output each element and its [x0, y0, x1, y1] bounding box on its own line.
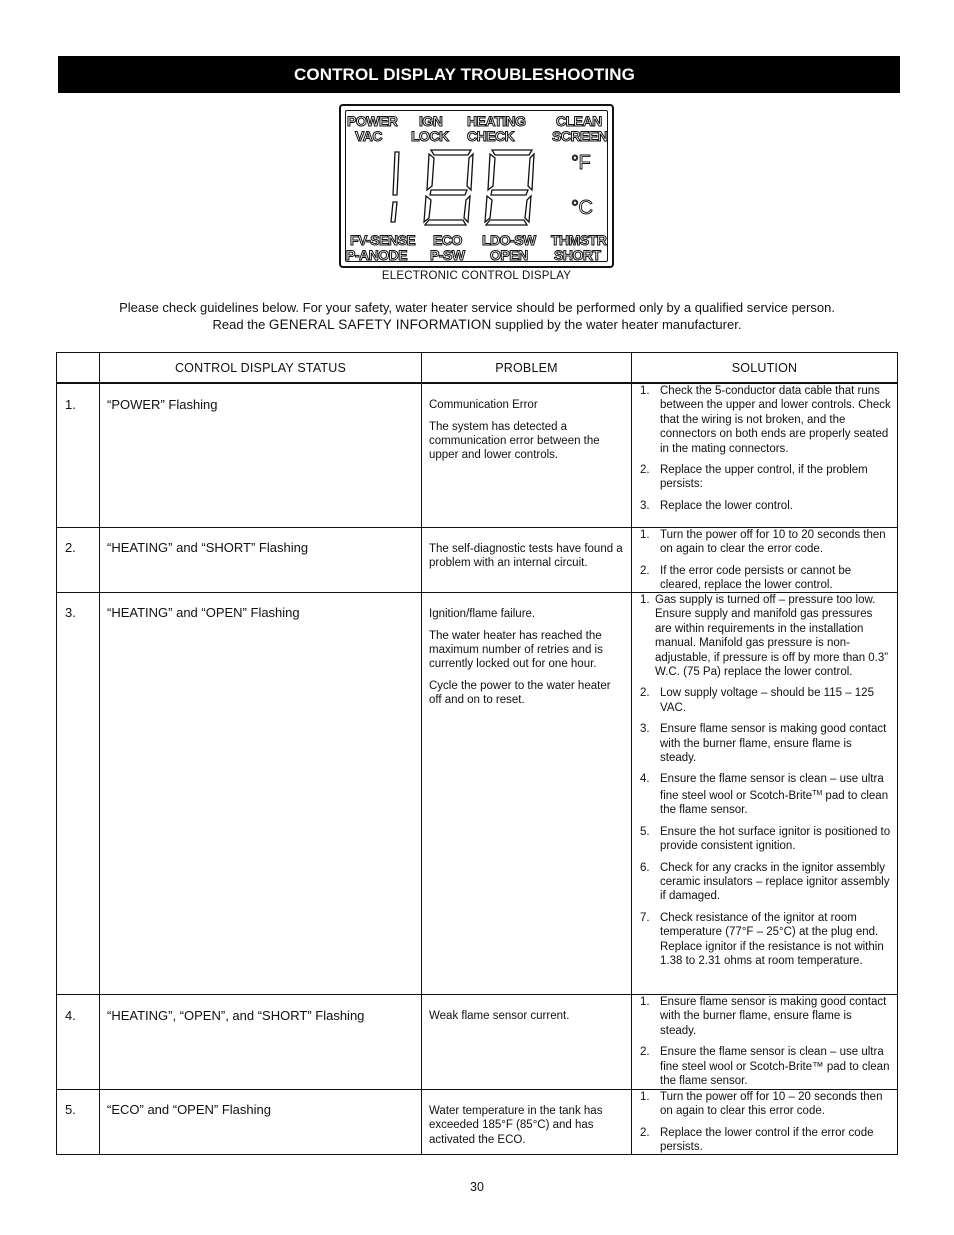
row-number: 4. [65, 1008, 76, 1023]
solution-step: 1. Gas supply is turned off – pressure too low. Ensure supply and manifold gas pressures are within requirements in the installation manual. Manifold gas pressure is non-adjustable, if pressure is off by more than 0.3” W.C. (75 Pa) replace the lower control. [640, 594, 889, 679]
solution-step: 4. Ensure the flame sensor is clean – use ultra fine steel wool or Scotch-Brite™ pad to clean the flame sensor. [640, 773, 889, 817]
column-divider [421, 353, 422, 1154]
lcd-label-clean: CLEAN [556, 113, 602, 129]
intro-line-2: Read the GENERAL SAFETY INFORMATION supplied by the water heater manufacturer. [212, 317, 742, 332]
solution-step: 2. Ensure the flame sensor is clean – use ultra fine steel wool or Scotch-Brite™ pad to clean the flame sensor. [640, 1046, 890, 1088]
page-number: 30 [470, 1180, 484, 1194]
solution-step: 7. Check resistance of the ignitor at room temperature (77°F – 25°C) at the plug end. Replace ignitor if the resistance is not within 1.38 to 2.31 ohms at room temperature. [640, 911, 884, 967]
row-number: 1. [65, 397, 76, 412]
row-problem: The self-diagnostic tests have found a problem with an internal circuit. [429, 543, 623, 570]
row-problem: Ignition/flame failure. The water heater has reached the maximum number of retries and is currently locked out for one hour. Cycle the power to the water heater off and on to reset. [429, 608, 611, 707]
lcd-label-screen: SCREEN [552, 128, 608, 144]
lcd-label-thmstr: THMSTR [551, 232, 607, 248]
lcd-label-fv-sense: FV-SENSE [350, 232, 416, 248]
lcd-label-short: SHORT [554, 247, 601, 263]
lcd-label-check: CHECK [467, 128, 515, 144]
intro-line-1: Please check guidelines below. For your safety, water heater service should be performed only by a qualified service person. [119, 300, 835, 315]
row-problem: Communication Error The system has detected a communication error between the upper and lower controls. [429, 399, 600, 462]
row-status: “ECO” and “OPEN” Flashing [107, 1102, 271, 1117]
row-number: 3. [65, 605, 76, 620]
solution-step: 3. Replace the lower control. [640, 499, 793, 512]
solution-step: 2. Replace the upper control, if the problem persists: [640, 464, 868, 491]
lcd-label-p-sw: P-SW [430, 247, 465, 263]
row-status: “HEATING” and “SHORT” Flashing [107, 540, 309, 555]
column-divider [631, 353, 632, 1154]
solution-step: 1. Turn the power off for 10 – 20 seconds then on again to clear this error code. [640, 1091, 883, 1118]
lcd-label-power: POWER [347, 113, 398, 129]
row-status: “POWER” Flashing [107, 397, 218, 412]
solution-step: 1. Ensure flame sensor is making good contact with the burner flame, ensure flame is steady. [640, 996, 887, 1037]
row-status: “HEATING” and “OPEN” Flashing [107, 605, 300, 620]
row-solution [639, 995, 891, 1095]
row-solution [639, 1090, 891, 1162]
row-status: “HEATING”, “OPEN”, and “SHORT” Flashing [107, 1008, 365, 1023]
lcd-label-ign: IGN [419, 113, 443, 129]
lcd-label-ldo-sw: LDO-SW [482, 232, 536, 248]
row-number: 5. [65, 1102, 76, 1117]
row-solution [639, 528, 891, 600]
solution-step: 2. If the error code persists or cannot be cleared, replace the lower control. [640, 564, 852, 592]
row-problem: Weak flame sensor current. [429, 1010, 570, 1022]
solution-step: 2. Low supply voltage – should be 115 – 125 VAC. [640, 687, 874, 714]
display-caption: ELECTRONIC CONTROL DISPLAY [381, 270, 572, 282]
solution-step: 6. Check for any cracks in the ignitor assembly ceramic insulators – replace ignitor assembly if damaged. [640, 861, 890, 903]
troubleshooting-table [56, 352, 898, 1155]
lcd-label-lock: LOCK [411, 128, 449, 144]
page-title: CONTROL DISPLAY TROUBLESHOOTING [58, 56, 900, 93]
solution-step: 5. Ensure the hot surface ignitor is positioned to provide consistent ignition. [640, 825, 891, 853]
lcd-label-eco: ECO [433, 232, 462, 248]
row-solution [639, 384, 891, 520]
celsius-unit: °C [571, 197, 593, 219]
header-problem: PROBLEM [495, 361, 558, 375]
lcd-label-p-anode: P-ANODE [346, 247, 408, 263]
column-divider [99, 353, 100, 1154]
row-number: 2. [65, 540, 76, 555]
row-solution [639, 593, 891, 975]
fahrenheit-unit: °F [571, 152, 591, 174]
trademark-mark: TM [812, 789, 823, 797]
solution-step: 3. Ensure flame sensor is making good contact with the burner flame, ensure flame is steady. [640, 723, 887, 765]
solution-step: 1. Check the 5-conductor data cable that runs between the upper and lower controls. Check that the wiring is not broken, and the connectors on both ends are properly seated in the mating connectors. [640, 385, 891, 455]
lcd-label-heating: HEATING [467, 113, 526, 129]
header-solution: SOLUTION [731, 361, 798, 375]
lcd-label-open: OPEN [490, 247, 528, 263]
lcd-label-vac: VAC [355, 128, 383, 144]
safety-info-reference: GENERAL SAFETY INFORMATION [268, 317, 492, 332]
solution-step: 2. Replace the lower control if the error code persists. [640, 1126, 874, 1154]
solution-step: 1. Turn the power off for 10 to 20 seconds then on again to clear the error code. [640, 529, 886, 556]
row-problem: Water temperature in the tank has exceeded 185°F (85°C) and has activated the ECO. [429, 1105, 603, 1146]
header-status: CONTROL DISPLAY STATUS [174, 361, 347, 375]
electronic-control-display [339, 104, 614, 268]
